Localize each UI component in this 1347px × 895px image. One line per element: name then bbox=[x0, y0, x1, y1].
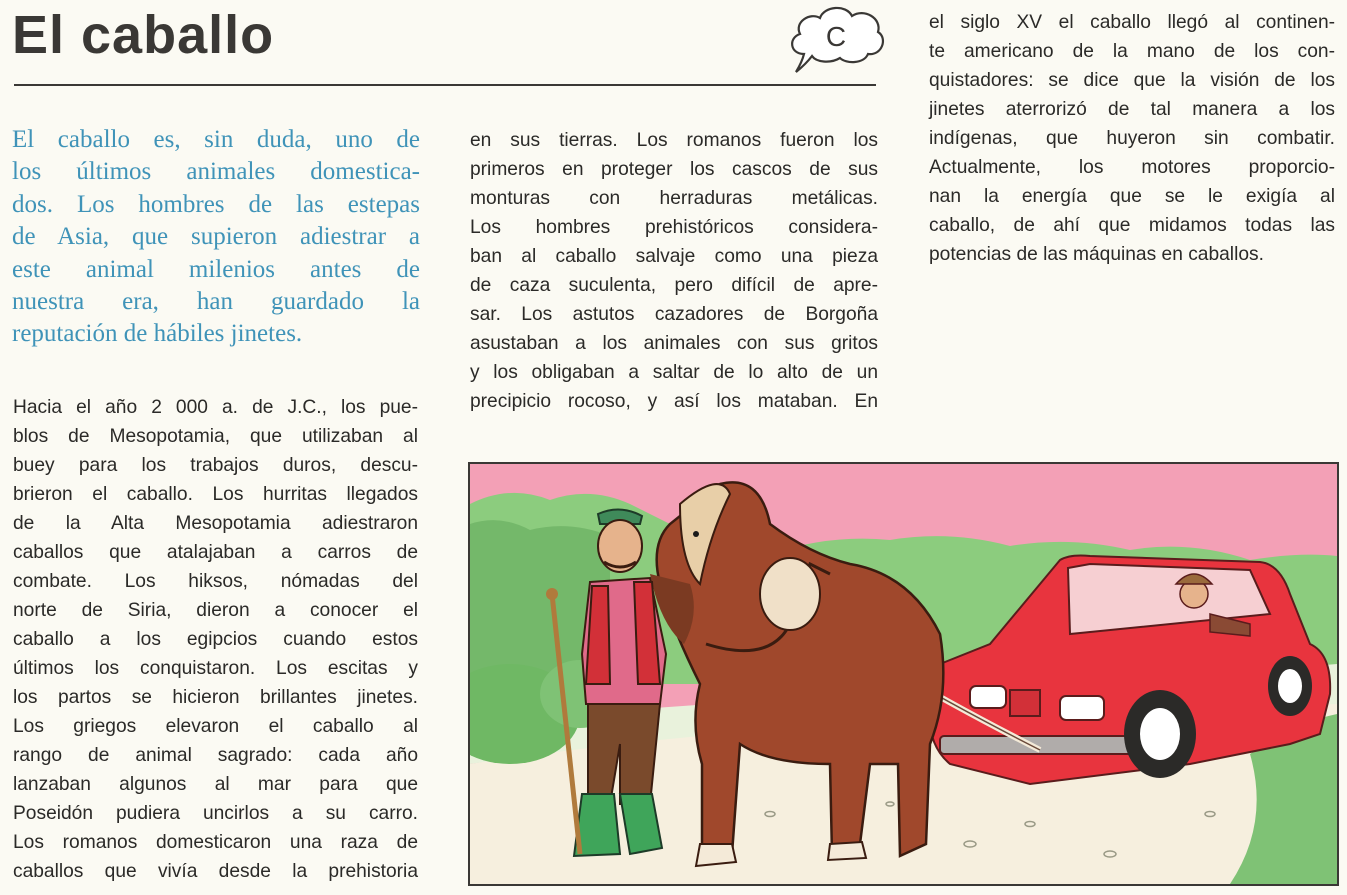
text-line: Poseidón pudiera uncirlos a su carro. bbox=[13, 803, 418, 824]
text-line: caballos que atalajaban a carros de bbox=[13, 542, 418, 563]
text-line: asustaban a los animales con sus gritos bbox=[470, 333, 878, 354]
lead-paragraph bbox=[12, 124, 420, 351]
text-line: caballo a los egipcios cuando estos bbox=[13, 629, 418, 650]
body-column-2 bbox=[470, 126, 878, 416]
lead-line: de Asia, que supieron adiestrar a bbox=[12, 223, 420, 251]
text-line: buey para los trabajos duros, descu- bbox=[13, 455, 418, 476]
text-line: en sus tierras. Los romanos fueron los bbox=[470, 130, 878, 151]
text-line: Los romanos domesticaron una raza de bbox=[13, 832, 418, 853]
title-divider bbox=[14, 84, 876, 86]
page-title: El caballo bbox=[12, 5, 275, 65]
text-line: caballos que vivía desde la prehistoria bbox=[13, 861, 418, 882]
text-line: ban al caballo salvaje como una pieza bbox=[470, 246, 878, 267]
text-line: rango de animal sagrado: cada año bbox=[13, 745, 418, 766]
text-line: Los griegos elevaron el caballo al bbox=[13, 716, 418, 737]
text-line: combate. Los hiksos, nómadas del bbox=[13, 571, 418, 592]
text-line: brieron el caballo. Los hurritas llegados bbox=[13, 484, 418, 505]
text-line: de caza suculenta, pero difícil de apre- bbox=[470, 275, 878, 296]
lead-line: reputación de hábiles jinetes. bbox=[12, 320, 303, 348]
text-line: indígenas, que huyeron sin combatir. bbox=[929, 128, 1335, 149]
lead-line: dos. Los hombres de las estepas bbox=[12, 190, 420, 218]
badge-letter: C bbox=[825, 21, 847, 52]
illustration-svg bbox=[470, 464, 1337, 884]
text-line: caballo, de ahí que midamos todas las bbox=[929, 215, 1335, 236]
text-line: Actualmente, los motores proporcio- bbox=[929, 157, 1335, 178]
text-line: quistadores: se dice que la visión de los bbox=[929, 70, 1335, 91]
lead-line: este animal milenios antes de bbox=[12, 255, 420, 283]
text-line: de la Alta Mesopotamia adiestraron bbox=[13, 513, 418, 534]
horse-towing-car-illustration bbox=[468, 462, 1339, 886]
lead-line: los últimos animales domestica- bbox=[12, 158, 420, 186]
text-line: últimos los conquistaron. Los escitas y bbox=[13, 658, 418, 679]
lead-line: El caballo es, sin duda, uno de bbox=[12, 126, 420, 153]
cloud-badge-icon bbox=[784, 2, 888, 74]
text-line: Hacia el año 2 000 a. de J.C., los pue- bbox=[13, 397, 418, 418]
text-line: blos de Mesopotamia, que utilizaban al bbox=[13, 426, 418, 447]
text-line: y los obligaban a saltar de lo alto de un bbox=[470, 362, 878, 383]
body-column-1 bbox=[13, 393, 418, 886]
text-line: precipicio rocoso, y así los mataban. En bbox=[470, 391, 878, 412]
text-line: te americano de la mano de los con- bbox=[929, 41, 1335, 62]
text-line: los partos se hicieron brillantes jinetes. bbox=[13, 687, 418, 708]
text-line: sar. Los astutos cazadores de Borgoña bbox=[470, 304, 878, 325]
text-line: nan la energía que se le exigía al bbox=[929, 186, 1335, 207]
body-column-3 bbox=[929, 8, 1335, 269]
text-line: jinetes aterrorizó de tal manera a los bbox=[929, 99, 1335, 120]
text-line: lanzaban algunos al mar para que bbox=[13, 774, 418, 795]
text-line: norte de Siria, dieron a conocer el bbox=[13, 600, 418, 621]
text-line: el siglo XV el caballo llegó al continen- bbox=[929, 12, 1335, 33]
text-line: Los hombres prehistóricos considera- bbox=[470, 217, 878, 238]
text-line last: potencias de las máquinas en caballos. bbox=[929, 244, 1264, 265]
lead-line: nuestra era, han guardado la bbox=[12, 288, 420, 316]
text-line: monturas con herraduras metálicas. bbox=[470, 188, 878, 209]
text-line: primeros en proteger los cascos de sus bbox=[470, 159, 878, 180]
